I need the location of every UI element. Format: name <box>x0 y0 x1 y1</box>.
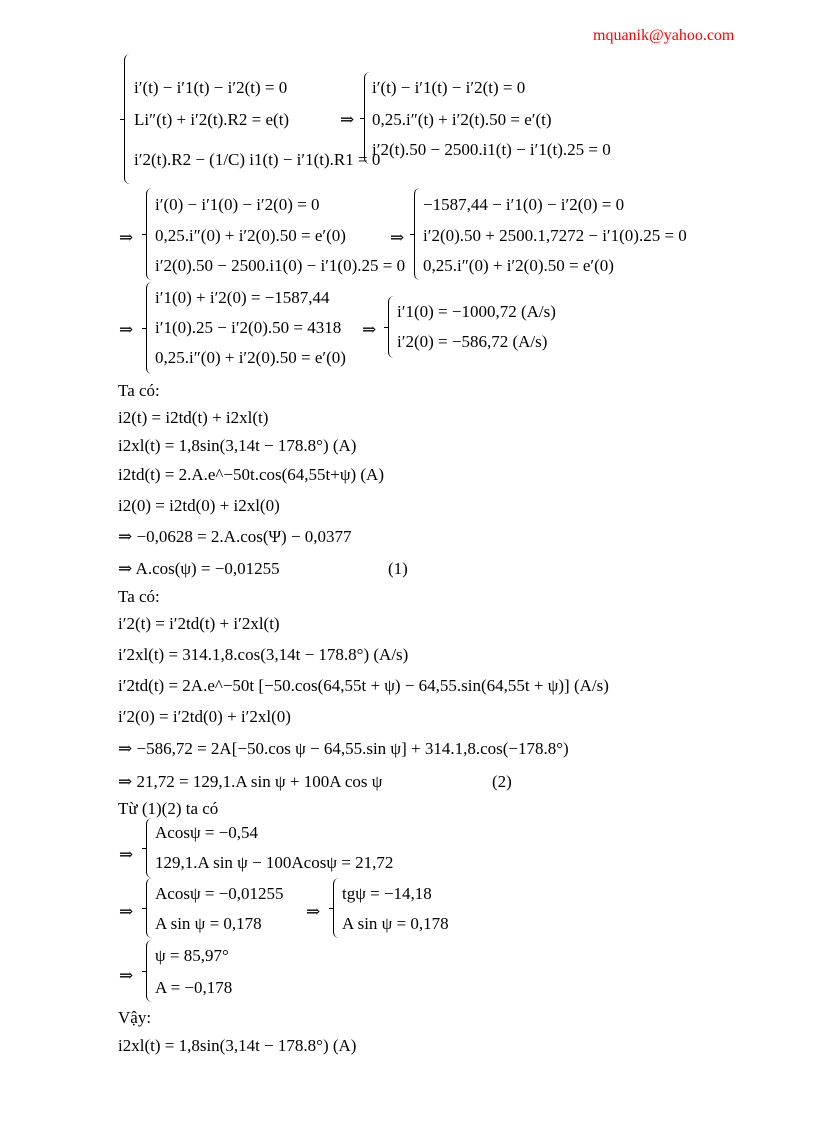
implies-arrow: ⇒ <box>390 228 405 247</box>
implies-arrow: ⇒ <box>119 902 134 921</box>
equation: i′2(t).R2 − (1/C) i1(t) − i′1(t).R1 = 0 <box>134 150 381 169</box>
equation: i′2(0).50 + 2500.1,7272 − i′1(0).25 = 0 <box>423 226 687 245</box>
implies-arrow: ⇒ <box>340 110 355 129</box>
implies-arrow: ⇒ <box>306 902 321 921</box>
equation: 0,25.i″(0) + i′2(0).50 = e′(0) <box>423 256 614 275</box>
brace <box>364 72 371 164</box>
equation: i′(t) − i′1(t) − i′2(t) = 0 <box>372 78 526 97</box>
equation: i2(t) = i2td(t) + i2xl(t) <box>118 408 269 427</box>
equation: i′2(0) = i′2td(0) + i′2xl(0) <box>118 707 291 726</box>
equation: A sin ψ = 0,178 <box>342 914 449 933</box>
equation: i′2(0).50 − 2500.i1(0) − i′1(0).25 = 0 <box>155 256 406 275</box>
equation: Acosψ = −0,01255 <box>155 884 284 903</box>
equation: ⇒ −586,72 = 2A[−50.cos ψ − 64,55.sin ψ] + 314.1,8.cos(−178.8°) <box>118 739 569 758</box>
equation: 0,25.i″(t) + i′2(t).50 = e′(t) <box>372 110 552 129</box>
equation: i′(0) − i′1(0) − i′2(0) = 0 <box>155 195 320 214</box>
brace <box>146 282 153 374</box>
equation: i′1(0).25 − i′2(0).50 = 4318 <box>155 318 342 337</box>
email-header: mquanik@yahoo.com <box>593 27 735 44</box>
equation: i′2td(t) = 2A.e^−50t [−50.cos(64,55t + ψ) − 64,55.sin(64,55t + ψ)] (A/s) <box>118 676 609 695</box>
text-line: Từ (1)(2) ta có <box>118 799 219 818</box>
equation: ⇒ −0,0628 = 2.A.cos(Ψ) − 0,0377 <box>118 527 352 546</box>
equation: ⇒ A.cos(ψ) = −0,01255 <box>118 559 280 578</box>
equation: 129,1.A sin ψ − 100Acosψ = 21,72 <box>155 853 394 872</box>
equation: i′2(t) = i′2td(t) + i′2xl(t) <box>118 614 280 633</box>
equation: i′1(0) = −1000,72 (A/s) <box>397 302 556 321</box>
equation: i′2xl(t) = 314.1,8.cos(3,14t − 178.8°) (A/s) <box>118 645 409 664</box>
implies-arrow: ⇒ <box>119 228 134 247</box>
text-line: Ta có: <box>118 587 160 606</box>
equation: i2(0) = i2td(0) + i2xl(0) <box>118 496 280 515</box>
equation-number: (2) <box>492 772 512 791</box>
equation: A = −0,178 <box>155 978 233 997</box>
equation: −1587,44 − i′1(0) − i′2(0) = 0 <box>423 195 625 214</box>
implies-arrow: ⇒ <box>119 845 134 864</box>
brace <box>124 54 131 184</box>
equation: i2xl(t) = 1,8sin(3,14t − 178.8°) (A) <box>118 436 357 455</box>
equation: i2td(t) = 2.A.e^−50t.cos(64,55t+ψ) (A) <box>118 465 384 484</box>
text-line: Ta có: <box>118 381 160 400</box>
equation: i′(t) − i′1(t) − i′2(t) = 0 <box>134 78 288 97</box>
equation: Acosψ = −0,54 <box>155 823 259 842</box>
equation: 0,25.i″(0) + i′2(0).50 = e′(0) <box>155 226 346 245</box>
brace <box>333 878 340 938</box>
implies-arrow: ⇒ <box>119 966 134 985</box>
text-line: Vậy: <box>118 1008 152 1027</box>
equation: Li″(t) + i′2(t).R2 = e(t) <box>134 110 290 129</box>
brace <box>146 818 153 878</box>
equation: i2xl(t) = 1,8sin(3,14t − 178.8°) (A) <box>118 1036 357 1055</box>
equation: 0,25.i″(0) + i′2(0).50 = e′(0) <box>155 348 346 367</box>
equation: i′2(t).50 − 2500.i1(t) − i′1(t).25 = 0 <box>372 140 611 159</box>
brace <box>146 940 153 1002</box>
brace <box>414 188 421 280</box>
brace <box>388 296 395 358</box>
equation: ⇒ 21,72 = 129,1.A sin ψ + 100A cos ψ <box>118 772 383 791</box>
brace <box>146 188 153 280</box>
implies-arrow: ⇒ <box>362 320 377 339</box>
equation: tgψ = −14,18 <box>342 884 432 903</box>
implies-arrow: ⇒ <box>119 320 134 339</box>
brace <box>146 878 153 938</box>
equation: ψ = 85,97° <box>155 946 229 965</box>
equation: i′1(0) + i′2(0) = −1587,44 <box>155 288 330 307</box>
equation: i′2(0) = −586,72 (A/s) <box>397 332 548 351</box>
equation-number: (1) <box>388 559 408 578</box>
equation: A sin ψ = 0,178 <box>155 914 262 933</box>
